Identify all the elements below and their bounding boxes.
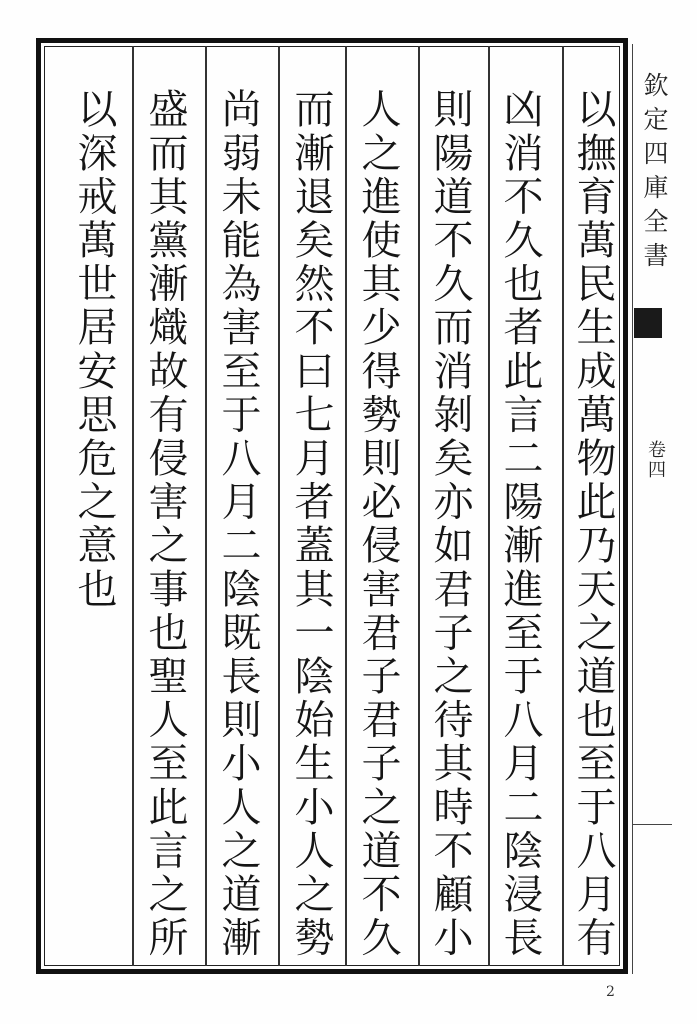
text-column-7: 盛而其黨漸熾故有侵害之事也聖人至此言之所 [142,88,188,960]
margin-book-title: 欽定四庫全書 [640,72,669,276]
margin-divider [632,44,633,974]
column-rule [205,46,207,966]
fishtail-mark-icon [634,308,662,338]
text-column-6: 尚弱未能為害至于八月二陰既長則小人之道漸 [215,88,261,960]
text-column-2: 凶消不久也者此言二陽漸進至于八月二陰浸長 [497,88,543,960]
margin-tick [632,824,672,825]
text-column-3: 則陽道不久而消剝矣亦如君子之待其時不顧小 [427,88,473,960]
text-column-8: 以深戒萬世居安思危之意也 [71,88,117,612]
text-column-4: 人之進使其少得勢則必侵害君子君子之道不久 [355,88,401,960]
text-column-5: 而漸退矣然不曰七月者蓋其一陰始生小人之勢 [288,88,334,960]
column-rule [278,46,280,966]
column-rule [132,46,134,966]
folio-number: 2 [606,984,615,1000]
text-column-1: 以撫育萬民生成萬物此乃天之道也至于八月有 [570,88,616,960]
column-rule [345,46,347,966]
margin-volume: 卷四 [645,440,666,480]
